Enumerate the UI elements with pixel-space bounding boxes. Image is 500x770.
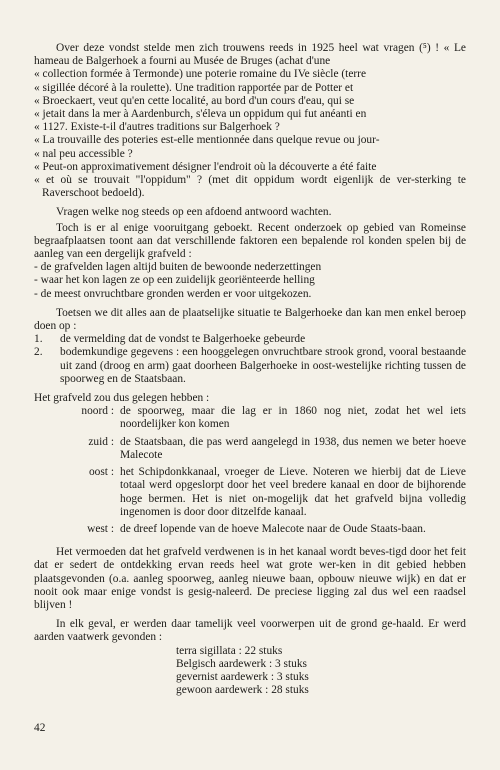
list-item: - de meest onvruchtbare gronden werden er voor uitgekozen. bbox=[34, 287, 312, 300]
direction-label: noord : bbox=[81, 405, 114, 418]
list-number: 1. bbox=[34, 333, 43, 346]
list-item: terra sigillata : 22 stuks bbox=[176, 644, 283, 657]
direction-text: de Staatsbaan, die pas werd aangelegd in 1938, dus nemen we beter hoeve Malecote bbox=[120, 435, 466, 461]
list-item bbox=[34, 333, 466, 346]
quote-line: « et où se trouvait "l'oppidum" ? (met dit oppidum wordt eigenlijk de ver-sterking te Raverschoot bedoeld). bbox=[34, 174, 466, 200]
paragraph-local-situation: Toetsen we dit alles aan de plaatselijke situatie te Balgerhoeke dan kan men enkel beroep doen op : bbox=[34, 306, 466, 333]
direction-text: het Schipdonkkanaal, vroeger de Lieve. Noteren we hierbij dat de Lieve totaal werd opgeslorpt door het veel bredere kanaal en door de bijhorende hoge bermen. Het is niet on-mogelijk dat het grafveld bijna volledig ingenomen is door door ditzelfde kanaal. bbox=[120, 466, 466, 518]
quote-line: « jetait dans la mer à Aardenburch, s'éleva un oppidum qui fut anéanti en bbox=[34, 108, 367, 121]
factor-list bbox=[34, 261, 466, 301]
quote-line: « nal peu accessible ? bbox=[34, 147, 133, 160]
list-item: Belgisch aardewerk : 3 stuks bbox=[176, 657, 307, 670]
direction-label: zuid : bbox=[88, 435, 114, 448]
quote-line: « 1127. Existe-t-il d'autres traditions sur Balgerhoek ? bbox=[34, 121, 280, 134]
quote-line: « Broeckaert, veut qu'en cette localité, au bord d'un cours d'eau, qui se bbox=[34, 94, 355, 107]
quote-line: « Peut-on approximativement désigner l'endroit où la découverte a été faite bbox=[34, 160, 377, 173]
list-item: - waar het kon lagen ze op een zuidelijk georiënteerde helling bbox=[34, 274, 315, 287]
table-row bbox=[56, 466, 466, 523]
direction-label: west : bbox=[87, 522, 114, 535]
list-text: de vermelding dat de vondst te Balgerhoeke gebeurde bbox=[60, 333, 306, 346]
paragraph-progress: Toch is er al enige vooruitgang geboekt. Recent onderzoek op gebied van Romeinse begraafplaatsen toont aan dat verschillende faktoren een bepalende rol konden spelen bij de aanleg van een dergelijk grafveld : bbox=[34, 221, 466, 261]
paragraph-location-intro: Het grafveld zou dus gelegen hebben : bbox=[34, 392, 210, 405]
paragraph-intro-line-1: Over deze vondst stelde men zich trouwens reeds in 1925 heel wat vragen (⁵) ! « Le hameau de Balgerhoek a fourni au Musée de Bruges (achat d'une bbox=[34, 42, 466, 68]
paragraph-questions: Vragen welke nog steeds op een afdoend antwoord wachten. bbox=[56, 206, 332, 219]
list-item: gewoon aardewerk : 28 stuks bbox=[176, 684, 309, 697]
page-number: 42 bbox=[34, 722, 46, 734]
paragraph-finds: In elk geval, er werden daar tamelijk veel voorwerpen uit de grond ge-haald. Er werd aarden vaatwerk gevonden : bbox=[34, 618, 466, 644]
direction-text: de spoorweg, maar die lag er in 1860 nog niet, zodat het wel iets noordelijker kon komen bbox=[120, 405, 466, 431]
quote-line: « La trouvaille des poteries est-elle mentionnée dans quelque revue ou jour- bbox=[34, 134, 380, 147]
objects-list bbox=[176, 645, 466, 698]
numbered-list bbox=[34, 333, 466, 386]
direction-text: de dreef lopende van de hoeve Malecote naar de Oude Staats-baan. bbox=[120, 522, 426, 535]
directions-table bbox=[56, 405, 466, 540]
table-row bbox=[56, 405, 466, 435]
quote-line: « collection formée à Termonde) une poterie romaine du IVe siècle (terre bbox=[34, 68, 367, 81]
quote-line: « sigillée décoré à la roulette). Une tradition rapportée par de Potter et bbox=[34, 81, 354, 94]
paragraph-canal-hypothesis: Het vermoeden dat het grafveld verdwenen is in het kanaal wordt beves-tigd door het feit dat er sedert de ontdekking ervan reeds heel wat grote wer-ken in dit gebied hebben plaatsgevonden (o.a. aanleg spoorweg, aanleg nieuwe baan, opbouw nieuwe wijk) en dat er nooit ook maar enige vondst is gesig-naleerd. De preciese ligging zal dus wel een raadsel blijven ! bbox=[34, 546, 466, 611]
list-text: bodemkundige gegevens : een hooggelegen onvruchtbare strook grond, vooral bestaande uit zand (droog en arm) gaat doorheen Balgerhoeke in oost-westelijke richting tussen de spoorweg en de Staatsbaan. bbox=[60, 346, 466, 385]
table-row bbox=[56, 436, 466, 466]
direction-label: oost : bbox=[88, 466, 114, 479]
list-item bbox=[34, 346, 466, 386]
list-item: gevernist aardewerk : 3 stuks bbox=[176, 670, 309, 683]
list-number: 2. bbox=[34, 346, 43, 359]
table-row bbox=[56, 523, 466, 540]
list-item: - de grafvelden lagen altijd buiten de bewoonde nederzettingen bbox=[34, 261, 322, 274]
